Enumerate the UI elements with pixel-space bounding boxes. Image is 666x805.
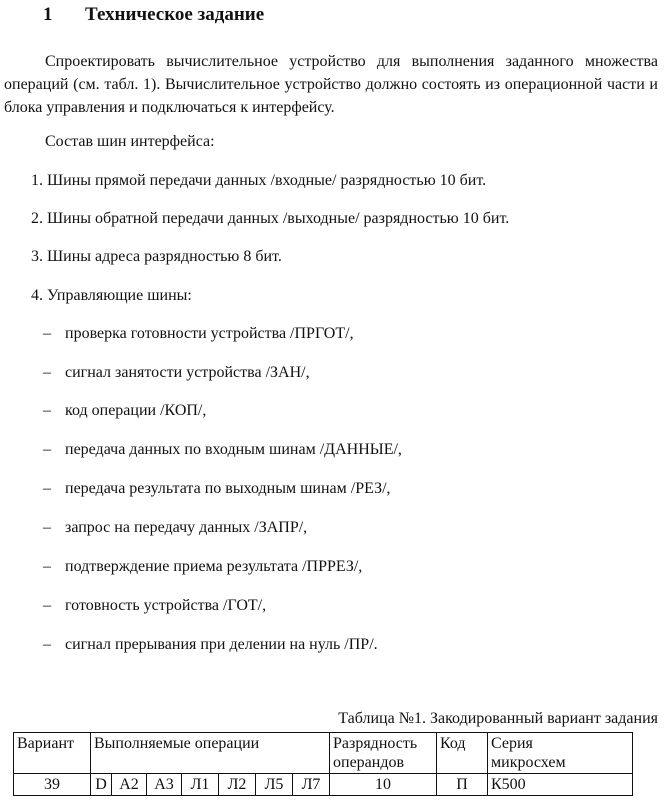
header-width-line2: операндов <box>333 754 405 771</box>
header-width-line1: Разрядность <box>333 735 418 752</box>
intro-paragraph: Спроектировать вычислительное устройство для выполнения заданного множества операций (см. табл. 1). Вычислительное устройство должно состоять из операционной части и блока управления и подключаться к интерфейсу. <box>4 53 658 116</box>
cell-operation: Л2 <box>219 774 256 796</box>
signal-item-rez <box>43 479 391 499</box>
table-row <box>14 774 633 796</box>
dash-bullet: – <box>43 364 51 381</box>
cell-operation: А2 <box>112 774 147 796</box>
numbered-item-4: 4. Управляющие шины: <box>31 287 192 304</box>
signal-item-dannye <box>43 440 402 460</box>
section-number: 1 <box>43 4 53 25</box>
signal-text: сигнал занятости устройства /ЗАН/, <box>65 364 310 381</box>
header-operand-width <box>330 733 437 774</box>
section-heading <box>43 4 264 26</box>
section-title: Техническое задание <box>85 4 265 25</box>
signal-text: запрос на передачу данных /ЗАПР/, <box>65 519 308 536</box>
dash-bullet: – <box>43 441 51 458</box>
signal-text: передача результата по выходным шинам /РЕЗ/, <box>65 480 391 497</box>
dash-bullet: – <box>43 519 51 536</box>
table-caption: Таблица №1. Закодированный вариант задания <box>338 710 658 727</box>
dash-bullet: – <box>43 402 51 419</box>
signal-item-prgot <box>43 324 354 344</box>
cell-operation: Л1 <box>182 774 219 796</box>
cell-operation: D <box>91 774 112 796</box>
header-variant: Вариант <box>14 733 91 774</box>
cell-variant: 39 <box>14 774 91 796</box>
cell-code: П <box>437 774 488 796</box>
signal-text: сигнал прерывания при делении на нуль /ПР/. <box>65 636 378 653</box>
signal-item-got <box>43 596 266 616</box>
header-series-line1: Серия <box>491 735 533 752</box>
dash-bullet: – <box>43 558 51 575</box>
cell-operand-width: 10 <box>330 774 437 796</box>
header-series-line2: микросхем <box>491 754 566 771</box>
numbered-item-3: 3. Шины адреса разрядностью 8 бит. <box>31 248 282 265</box>
header-code: Код <box>437 733 488 774</box>
dash-bullet: – <box>43 325 51 342</box>
header-operations: Выполняемые операции <box>91 733 330 774</box>
signal-text: код операции /КОП/, <box>65 402 207 419</box>
signal-item-zapr <box>43 518 307 538</box>
cell-operation: Л7 <box>293 774 330 796</box>
dash-bullet: – <box>43 597 51 614</box>
dash-bullet: – <box>43 636 51 653</box>
signal-item-kop <box>43 401 206 421</box>
signal-text: проверка готовности устройства /ПРГОТ/, <box>65 325 354 342</box>
bus-list-title: Состав шин интерфейса: <box>45 133 215 150</box>
variant-table <box>13 732 633 796</box>
header-series <box>488 733 633 774</box>
signal-item-pr <box>43 635 378 655</box>
signal-text: подтверждение приема результата /ПРРЕЗ/, <box>65 558 363 575</box>
cell-operation: А3 <box>147 774 182 796</box>
numbered-item-1: 1. Шины прямой передачи данных /входные/ разрядностью 10 бит. <box>31 172 487 189</box>
signal-item-prrez <box>43 557 362 577</box>
cell-series: К500 <box>488 774 633 796</box>
numbered-item-2: 2. Шины обратной передачи данных /выходные/ разрядностью 10 бит. <box>31 210 510 227</box>
dash-bullet: – <box>43 480 51 497</box>
signal-item-zan <box>43 363 310 383</box>
signal-text: передача данных по входным шинам /ДАННЫЕ/, <box>65 441 402 458</box>
table-header-row <box>14 733 633 774</box>
cell-operation: Л5 <box>256 774 293 796</box>
signal-text: готовность устройства /ГОТ/, <box>65 597 267 614</box>
